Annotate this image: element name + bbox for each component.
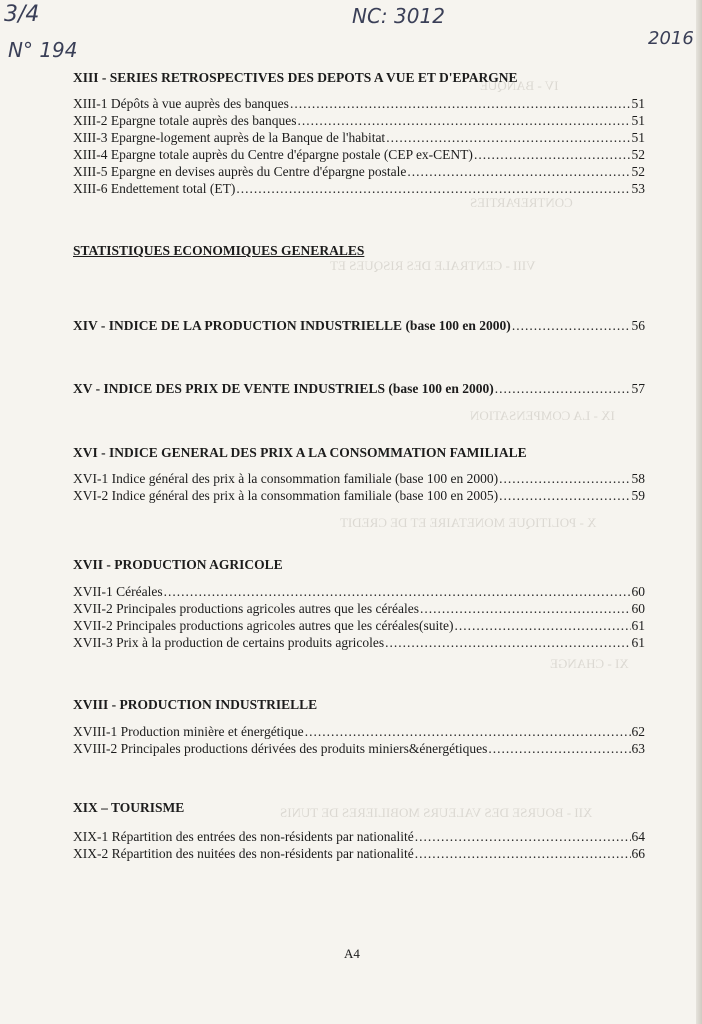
handwritten-note-year: 2016 [648, 28, 694, 49]
toc-entry[interactable] [73, 180, 645, 197]
dot-leader [495, 380, 631, 397]
entry-page: 53 [631, 181, 645, 196]
section-title-xviii: XVIII - PRODUCTION INDUSTRIELLE [73, 697, 318, 712]
toc-entry[interactable] [73, 617, 645, 634]
toc-entry[interactable] [73, 163, 645, 180]
entry-page: 51 [631, 113, 645, 128]
toc-entry[interactable] [73, 600, 645, 617]
entry-label: XVI-1 Indice général des prix à la consommation familiale (base 100 en 2000) [73, 471, 499, 486]
toc-entry[interactable] [73, 146, 645, 163]
section-title-xix: XIX – TOURISME [73, 800, 185, 815]
bleed-through-text: CONTREPARTIES [470, 195, 573, 210]
entry-label: XVII-1 Céréales [73, 584, 163, 599]
bleed-through-text: XII - BOURSE DES VALEURS MOBILIERES DE TUNIS [280, 805, 593, 820]
entry-page: 51 [631, 130, 645, 145]
stats-heading: STATISTIQUES ECONOMIQUES GENERALES [73, 243, 365, 258]
toc-entry[interactable] [73, 583, 645, 600]
entry-label: XIV - INDICE DE LA PRODUCTION INDUSTRIELLE (base 100 en 2000) [73, 318, 511, 333]
dot-leader [386, 129, 630, 146]
entry-label: XVII-2 Principales productions agricoles autres que les céréales(suite) [73, 618, 454, 633]
toc-entry[interactable] [73, 740, 645, 757]
entry-label: XIII-1 Dépôts à vue auprès des banques [73, 96, 289, 111]
toc-entry[interactable] [73, 487, 645, 504]
dot-leader [499, 470, 630, 487]
entry-page: 62 [631, 724, 645, 739]
toc-entry-xiv[interactable] [73, 317, 645, 334]
entry-page: 63 [631, 741, 645, 756]
dot-leader [290, 95, 631, 112]
dot-leader [488, 740, 630, 757]
section-title-xvii: XVII - PRODUCTION AGRICOLE [73, 557, 283, 572]
entry-page: 51 [631, 96, 645, 111]
entry-page: 56 [631, 318, 645, 333]
entry-label: XV - INDICE DES PRIX DE VENTE INDUSTRIELS (base 100 en 2000) [73, 381, 494, 396]
toc-entry[interactable] [73, 129, 645, 146]
handwritten-note-top-left: 3/4 [4, 2, 40, 27]
entry-label: XVI-2 Indice général des prix à la consommation familiale (base 100 en 2005) [73, 488, 499, 503]
entry-page: 57 [631, 381, 645, 396]
page-edge [696, 0, 702, 1024]
entry-label: XVII-3 Prix à la production de certains produits agricoles [73, 635, 385, 650]
dot-leader [236, 180, 630, 197]
handwritten-note-reference: NC: 3012 [352, 4, 445, 28]
dot-leader [164, 583, 631, 600]
entry-label: XIII-2 Epargne totale auprès des banques [73, 113, 297, 128]
entry-page: 59 [631, 488, 645, 503]
entry-page: 60 [631, 601, 645, 616]
toc-entry[interactable] [73, 634, 645, 651]
entry-page: 66 [631, 846, 645, 861]
entry-label: XIII-4 Epargne totale auprès du Centre d'épargne postale (CEP ex-CENT) [73, 147, 473, 162]
dot-leader [407, 163, 630, 180]
entry-label: XVIII-2 Principales productions dérivées des produits miniers&énergétiques [73, 741, 488, 756]
toc-entry[interactable] [73, 723, 645, 740]
toc-entry[interactable] [73, 95, 645, 112]
toc-entry-xv[interactable] [73, 380, 645, 397]
bleed-through-text: IV - BANQUE [480, 78, 559, 93]
entry-page: 61 [631, 618, 645, 633]
section-title-xiii: XIII - SERIES RETROSPECTIVES DES DEPOTS A VUE ET D'EPARGNE [73, 70, 518, 85]
dot-leader [415, 845, 631, 862]
entry-label: XIII-3 Epargne-logement auprès de la Banque de l'habitat [73, 130, 386, 145]
bleed-through-text: XI - CHANGE [550, 656, 629, 671]
dot-leader [512, 317, 631, 334]
entry-page: 61 [631, 635, 645, 650]
entry-page: 64 [631, 829, 645, 844]
dot-leader [499, 487, 630, 504]
entry-label: XVII-2 Principales productions agricoles autres que les céréales [73, 601, 419, 616]
bleed-through-text: IX - LA COMPENSATION [470, 408, 615, 423]
toc-entry[interactable] [73, 828, 645, 845]
entry-label: XVIII-1 Production minière et énergétique [73, 724, 304, 739]
entry-page: 58 [631, 471, 645, 486]
entry-page: 52 [631, 147, 645, 162]
page-footer-label: A4 [344, 946, 360, 961]
dot-leader [415, 828, 631, 845]
dot-leader [474, 146, 631, 163]
entry-page: 60 [631, 584, 645, 599]
toc-entry[interactable] [73, 112, 645, 129]
dot-leader [455, 617, 631, 634]
toc-entry[interactable] [73, 470, 645, 487]
bleed-through-text: VIII - CENTRALE DES RISQUES ET [330, 258, 536, 273]
bleed-through-text: X - POLITIQUE MONETAIRE ET DE CREDIT [340, 515, 597, 530]
handwritten-note-number: N° 194 [8, 38, 78, 62]
dot-leader [298, 112, 631, 129]
dot-leader [420, 600, 631, 617]
entry-page: 52 [631, 164, 645, 179]
section-title-xvi: XVI - INDICE GENERAL DES PRIX A LA CONSOMMATION FAMILIALE [73, 445, 527, 460]
entry-label: XIII-5 Epargne en devises auprès du Centre d'épargne postale [73, 164, 407, 179]
entry-label: XIX-2 Répartition des nuitées des non-résidents par nationalité [73, 846, 414, 861]
dot-leader [305, 723, 631, 740]
toc-entry[interactable] [73, 845, 645, 862]
entry-label: XIII-6 Endettement total (ET) [73, 181, 236, 196]
dot-leader [385, 634, 630, 651]
entry-label: XIX-1 Répartition des entrées des non-résidents par nationalité [73, 829, 414, 844]
